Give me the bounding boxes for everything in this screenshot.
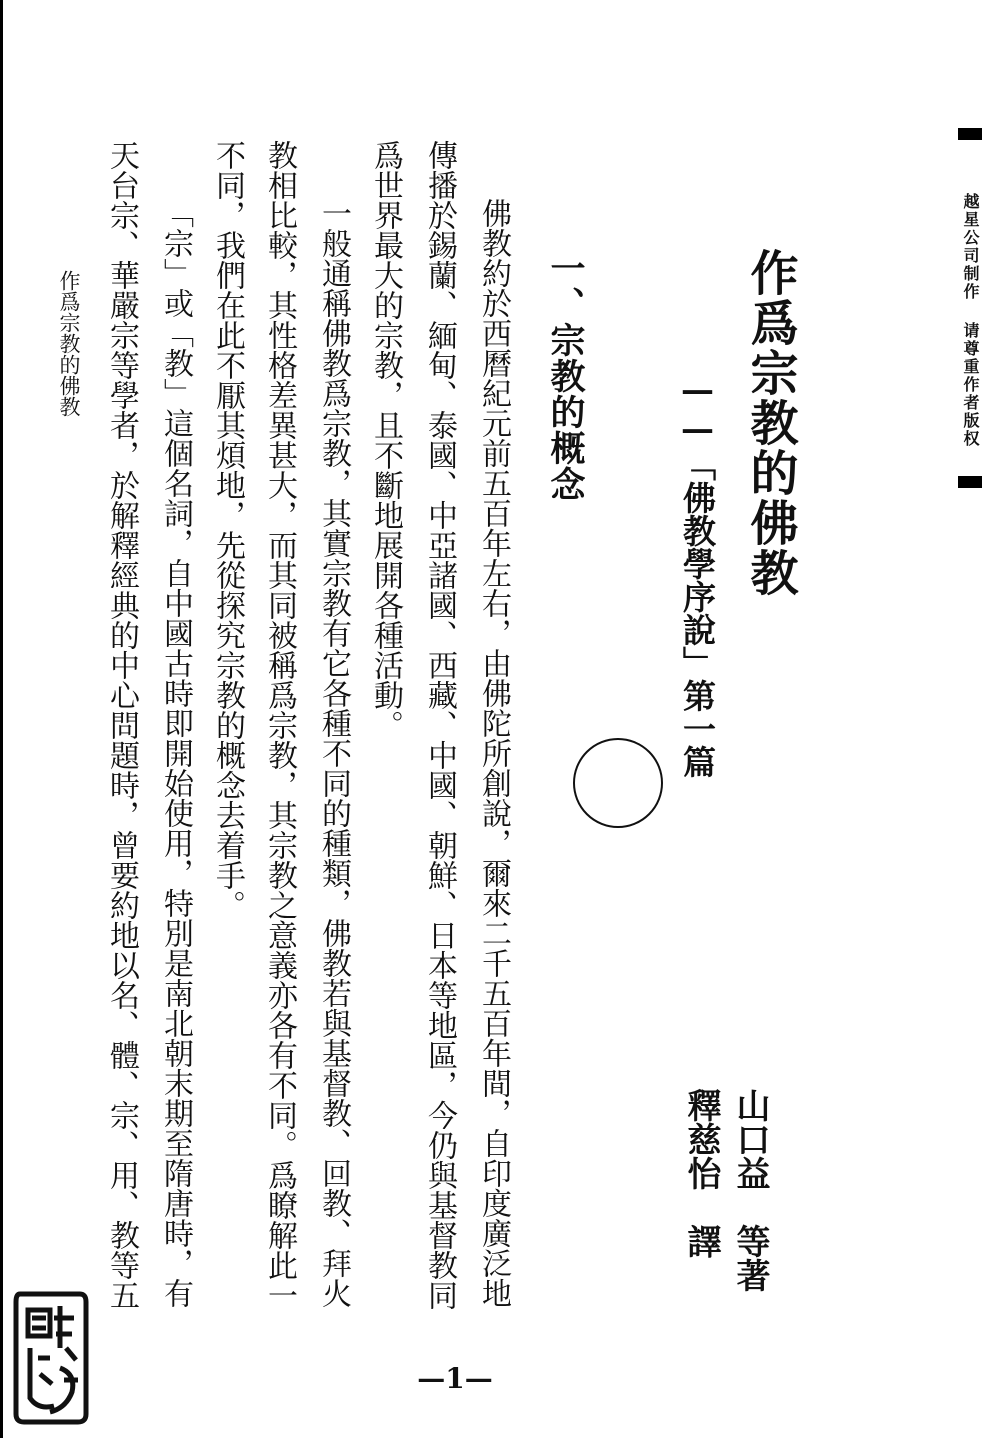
body-column-6: 不同，我們在此不厭其煩地，先從探究宗教的概念去着手。 — [210, 140, 245, 920]
seal-stamp — [10, 1288, 90, 1428]
section-heading: 一、宗教的概念 — [545, 250, 586, 502]
running-head: 作爲宗教的佛教 — [57, 270, 81, 417]
body-column-5: 教相比較，其性格差異甚大，而其同被稱爲宗教，其宗教之意義亦各有不同。爲瞭解此一 — [262, 140, 297, 1310]
article-title: 作爲宗教的佛教 — [742, 248, 798, 598]
decorative-circle — [573, 738, 663, 828]
body-column-1: 佛教約於西曆紀元前五百年左右，由佛陀所創說，爾來二千五百年間，自印度廣泛地 — [476, 198, 511, 1308]
body-column-4: 一般通稱佛教爲宗教，其實宗教有它各種不同的種類，佛教若與基督教、回教、拜火 — [316, 198, 351, 1308]
body-column-2: 傳播於錫蘭、緬甸、泰國、中亞諸國、西藏、中國、朝鮮、日本等地區，今仍與基督教同 — [422, 140, 457, 1310]
body-column-3: 爲世界最大的宗教，且不斷地展開各種活動。 — [368, 140, 403, 740]
copyright-side-note: 越星公司制作 请尊重作者版权 — [958, 128, 982, 488]
article-subtitle: ——「佛教學序說」第一篇 — [678, 370, 717, 778]
translator-line: 釋慈怡 譯 — [681, 1088, 721, 1258]
page-number: —1— — [417, 1362, 493, 1395]
left-edge-rule — [0, 0, 3, 1438]
author-line: 山口益 等著 — [730, 1088, 770, 1292]
body-column-8: 天台宗、華嚴宗等學者，於解釋經典的中心問題時，曾要約地以名、體、宗、用、教等五 — [104, 140, 139, 1310]
body-column-7: 「宗」或「教」這個名詞，自中國古時即開始使用，特別是南北朝末期至隋唐時，有 — [158, 198, 193, 1308]
